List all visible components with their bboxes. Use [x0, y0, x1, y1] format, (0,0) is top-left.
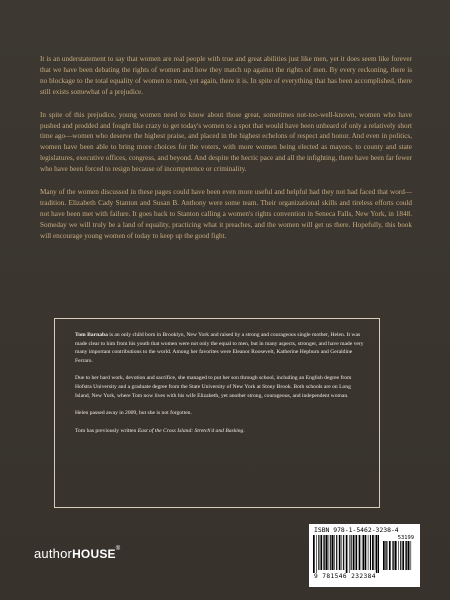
barcode-bar — [393, 541, 394, 570]
bio-paragraph-1 — [75, 331, 365, 365]
author-bio-box — [54, 318, 380, 508]
barcode-bar — [383, 541, 385, 570]
previous-book-title: East of the Cross Island: Stretch'd and Basking — [137, 427, 244, 434]
bio-paragraph-3: Helen passed away in 2009, but she is not forgotten. — [75, 410, 192, 417]
cover-blurb — [40, 54, 412, 254]
barcode-bar — [318, 535, 319, 570]
barcode-bar — [349, 535, 350, 573]
barcode-bar — [406, 541, 407, 570]
barcode-bar — [372, 535, 374, 570]
barcode-bar — [386, 541, 387, 570]
publisher-logo-part-1: author — [34, 546, 73, 561]
barcode-bar — [368, 535, 369, 570]
barcode-bar — [323, 535, 324, 570]
barcode-bar — [326, 535, 328, 570]
price-code: 53199 — [397, 535, 414, 541]
barcode-bar — [365, 535, 367, 570]
barcode-bar — [313, 535, 315, 573]
bio-previous-works-suffix: . — [243, 427, 245, 434]
barcode-bar — [400, 541, 401, 570]
barcode-bar — [408, 541, 410, 570]
bio-previous-works-prefix: Tom has previously written — [75, 427, 138, 434]
barcode-bar — [351, 535, 352, 570]
publisher-logo — [34, 546, 120, 561]
barcode-bar — [370, 535, 371, 570]
barcode-bar — [356, 535, 357, 570]
barcode-bar — [402, 541, 404, 570]
barcode-bar — [329, 535, 330, 570]
barcode-bar — [336, 535, 337, 570]
bio-paragraph-2: Due to her hard work, devotion and sacrifice, she managed to put her son through school, including an English degree from Hofstra University and a graduate degree from the State University of New York at Stony Brook. Both schools are on Long Island, New York, where Tom now lives with his wife Elizabeth, yet another strong, courageous, and independent woman. — [75, 375, 352, 399]
barcode-bar — [375, 535, 376, 570]
barcode-bar — [332, 535, 334, 570]
barcode-bar — [355, 535, 356, 570]
publisher-logo-part-2: HOUSE — [72, 547, 116, 561]
barcode-bar — [411, 541, 412, 570]
barcode-bar — [316, 535, 317, 573]
barcode-bar — [362, 535, 363, 570]
barcode-bar — [324, 535, 325, 570]
barcode-bar — [363, 535, 364, 570]
registered-mark: ® — [115, 546, 121, 552]
barcode-bar — [395, 541, 397, 570]
bio-paragraph-4 — [75, 427, 365, 436]
barcode-bar — [343, 535, 344, 570]
barcode-bar — [389, 541, 391, 570]
barcode-bar — [346, 535, 348, 573]
isbn-number: ISBN 978-1-5462-3238-4 — [314, 526, 399, 534]
ean-digits: 9 781546 232384 — [314, 573, 376, 580]
barcode-bar — [342, 535, 343, 570]
addon-barcode-graphic — [383, 541, 413, 573]
bio-paragraph-1-text: is an only child born in Brooklyn, New York and raised by a strong and courageous single mother, Helen. It was made clear to him from his youth that women were not only the equal to men, but in many aspects, stronger, and have made very many important contributions to the world. Among her favorites were Eleanor Roosevelt, Katherine Hepburn and Geraldine Ferraro. — [75, 332, 364, 364]
barcode-bar — [385, 541, 386, 570]
barcode-bar — [353, 535, 355, 570]
ean-barcode-graphic — [313, 535, 379, 573]
barcode-bar — [378, 535, 380, 573]
barcode-bar — [359, 535, 361, 570]
blurb-paragraph-1: It is an understatement to say that women are real people with true and great abilities just like men, yet it does seem like forever that we have been debating the rights of women and how they match up against the rights of men. By every reckoning, there is no blockage to the total equality of women to men, yet again, there it is. In spite of everything that has been accomplished, there still exists somewhat of a prejudice. — [40, 55, 412, 96]
author-name: Tom Barnaba — [75, 332, 108, 338]
barcode-bar — [392, 541, 393, 570]
barcode-bar — [376, 535, 377, 573]
blurb-paragraph-2: In spite of this prejudice, young women need to know about those great, sometimes not-too-well-known, women who have pushed and prodded and fought like crazy to get today's women to a spot that would have been unheard of only a relatively short time ago—women who deserve the highest praise, and placed in the highest echelons of respect and honor. And even in politics, women have been able to bring more choices for the voters, with more women being elected as mayors, to county and state legislatures, executive offices, congress, and beyond. And despite the hectic pace and all the infighting, there have been far fewer who have been forced to resign because of incompetence or criminality. — [40, 110, 412, 174]
barcode-bar — [339, 535, 341, 570]
barcode-bar — [320, 535, 322, 570]
barcode-box — [309, 524, 420, 587]
barcode-bar — [398, 541, 399, 570]
barcode-bar — [334, 535, 335, 570]
barcode-bar — [405, 541, 406, 570]
blurb-paragraph-3: Many of the women discussed in these pages could have been even more useful and helpful had they not had faced that word—tradition. Elizabeth Cady Stanton and Susan B. Anthony were some team. Their organizational skills and tireless efforts could not have been met with failure. It goes back to Stanton calling a women's rights convention in Seneca Falls, New York, in 1848. Someday we will truly be a land of equality, practicing what it preaches, and the women will get us there. Hopefully, this book will encourage young women of today to keep up the good fight. — [40, 188, 412, 240]
barcode-bar — [330, 535, 331, 570]
